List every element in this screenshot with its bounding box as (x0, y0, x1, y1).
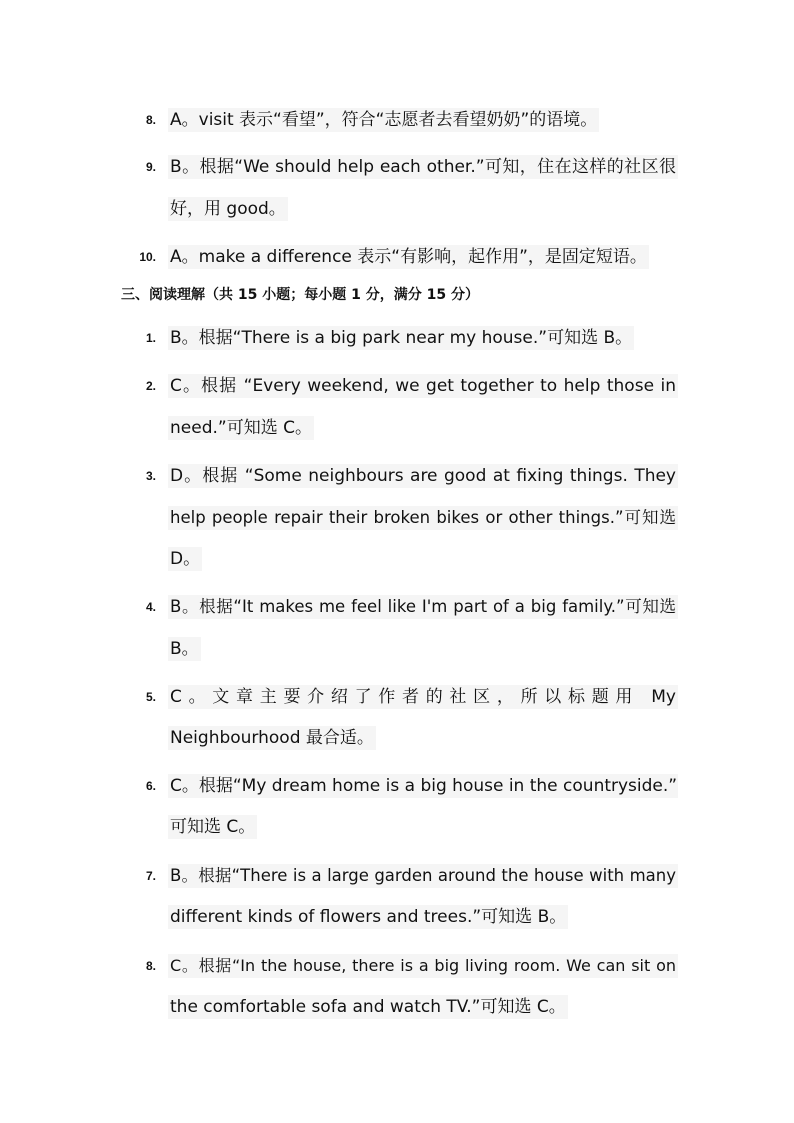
answer-line: C。根据“My dream home is a big house in the countryside.” (170, 776, 678, 796)
answer-line: need.”可知选 C。 (170, 418, 312, 438)
answer-line: Neighbourhood 最合适。 (170, 728, 374, 748)
item-number: 7. (145, 869, 156, 883)
answer-line: C。根据 “Every weekend, we get together to help those in (170, 376, 676, 396)
item-number: 8. (145, 113, 156, 127)
item-number: 10. (139, 250, 156, 264)
item-number: 2. (145, 379, 156, 393)
item-number: 8. (145, 959, 156, 973)
answer-line: B。根据“There is a large garden around the house with many (168, 864, 678, 888)
item-number: 5. (145, 690, 156, 704)
answer-line: A。make a difference 表示“有影响，起作用”，是固定短语。 (170, 247, 647, 267)
answer-line: C。根据“In the house, there is a big living room. We can sit on (168, 954, 678, 978)
answer-line: the comfortable sofa and watch TV.”可知选 C。 (170, 997, 566, 1017)
answer-line: A。visit 表示“看望”，符合“志愿者去看望奶奶”的语境。 (170, 110, 598, 130)
section-heading: 三、阅读理解（共 15 小题；每小题 1 分，满分 15 分） (121, 287, 479, 303)
item-number: 3. (145, 469, 156, 483)
answer-line: different kinds of flowers and trees.”可知选 B。 (170, 907, 567, 927)
item-number: 6. (145, 779, 156, 793)
answer-line: B。根据“We should help each other.”可知，住在这样的社区很 (170, 157, 676, 177)
answer-line: D。 (170, 549, 201, 569)
item-number: 9. (145, 160, 156, 174)
answer-line: B。 (170, 639, 199, 659)
answer-line: 好，用 good。 (170, 199, 286, 219)
item-number: 4. (145, 600, 156, 614)
answer-line: D。根据 “Some neighbours are good at fixing things. They (170, 466, 676, 486)
item-number: 1. (145, 331, 156, 345)
answer-line: B。根据“It makes me feel like I'm part of a big family.”可知选 (168, 595, 678, 619)
answer-line: 可知选 C。 (170, 817, 256, 837)
answer-line: C。文章主要介绍了作者的社区，所以标题用 My (170, 687, 676, 707)
answer-line: B。根据“There is a big park near my house.”可知选 B。 (170, 328, 633, 348)
answer-line: help people repair their broken bikes or other things.”可知选 (168, 506, 678, 530)
